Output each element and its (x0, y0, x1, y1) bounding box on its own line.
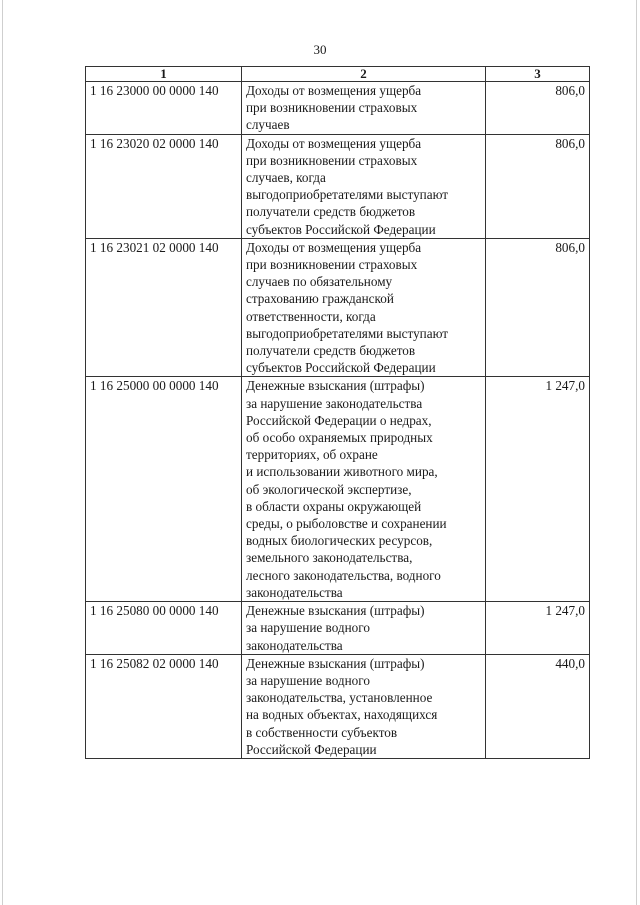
table-header-row (86, 67, 590, 82)
budget-code: 1 16 25000 00 0000 140 (86, 377, 242, 602)
income-description: Денежные взыскания (штрафы) за нарушение водного законодательства, установленное на водных объектах, находящихся в собственности субъектов Российской Федерации (242, 654, 486, 758)
amount: 806,0 (486, 82, 590, 135)
amount: 806,0 (486, 134, 590, 238)
income-description: Доходы от возмещения ущерба при возникновении страховых случаев (242, 82, 486, 135)
income-description: Денежные взыскания (штрафы) за нарушение законодательства Российской Федерации о недрах, об особо охраняемых природных территориях, об охране и использовании животного мира, об экологической экспертизе, в области охраны окружающей среды, о рыболовстве и сохранении водных биологических ресурсов, земельного законодательства, лесного законодательства, водного законодательства (242, 377, 486, 602)
table-row (86, 654, 590, 758)
column-header-1: 1 (86, 67, 242, 82)
income-description: Доходы от возмещения ущерба при возникновении страховых случаев по обязательному страхованию гражданской ответственности, когда выгодоприобретателями выступают получатели средств бюджетов субъектов Российской Федерации (242, 238, 486, 377)
table-row (86, 377, 590, 602)
scan-edge-left (2, 0, 3, 905)
amount: 1 247,0 (486, 602, 590, 655)
table-row (86, 134, 590, 238)
income-description: Денежные взыскания (штрафы) за нарушение водного законодательства (242, 602, 486, 655)
budget-code: 1 16 23000 00 0000 140 (86, 82, 242, 135)
table-row (86, 82, 590, 135)
income-description: Доходы от возмещения ущерба при возникновении страховых случаев, когда выгодоприобретателями выступают получатели средств бюджетов субъектов Российской Федерации (242, 134, 486, 238)
column-header-2: 2 (242, 67, 486, 82)
column-header-3: 3 (486, 67, 590, 82)
budget-code: 1 16 23021 02 0000 140 (86, 238, 242, 377)
table-row (86, 602, 590, 655)
budget-code: 1 16 23020 02 0000 140 (86, 134, 242, 238)
budget-table (85, 66, 590, 759)
scan-edge-right (636, 0, 637, 905)
amount: 1 247,0 (486, 377, 590, 602)
amount: 806,0 (486, 238, 590, 377)
table-row (86, 238, 590, 377)
budget-code: 1 16 25080 00 0000 140 (86, 602, 242, 655)
budget-code: 1 16 25082 02 0000 140 (86, 654, 242, 758)
amount: 440,0 (486, 654, 590, 758)
page-number: 30 (313, 42, 327, 57)
